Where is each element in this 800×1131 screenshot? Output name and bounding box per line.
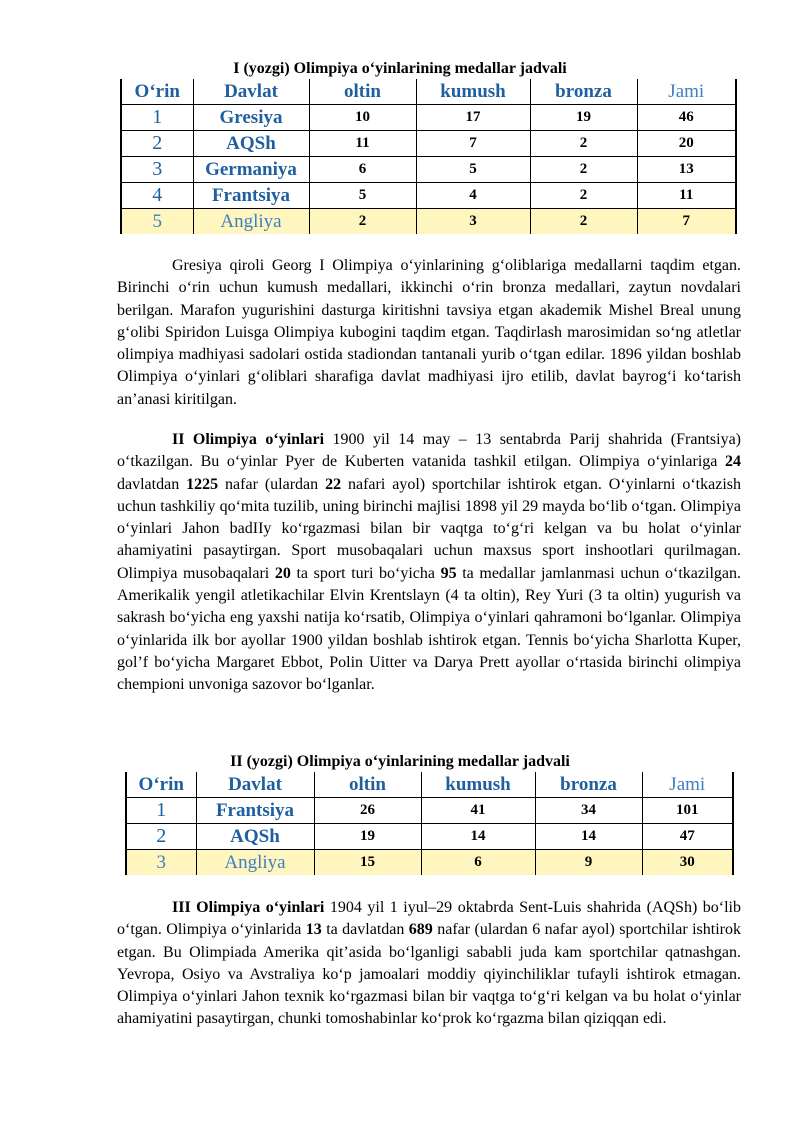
cell-silver: 7 xyxy=(416,131,530,157)
cell-gold: 10 xyxy=(309,105,416,131)
cell-bronze: 2 xyxy=(530,157,637,183)
cell-silver: 14 xyxy=(421,824,535,850)
cell-gold: 2 xyxy=(309,209,416,235)
cell-total: 7 xyxy=(637,209,736,235)
bold-text: 20 xyxy=(274,564,291,582)
paragraph-2 xyxy=(117,429,741,697)
bold-text: 95 xyxy=(440,564,457,582)
cell-total: 20 xyxy=(637,131,736,157)
cell-country: Frantsiya xyxy=(193,183,309,209)
cell-silver: 5 xyxy=(416,157,530,183)
text-run: 1904 yil 1 iyul–29 oktabrda Sent-Luis shahrida (AQSh) bo‘lib o‘tgan. Olimpiya o‘yinlarida xyxy=(117,899,742,939)
cell-gold: 26 xyxy=(314,798,421,824)
table-row xyxy=(121,183,736,209)
cell-total: 101 xyxy=(642,798,733,824)
cell-rank: 1 xyxy=(126,798,196,824)
cell-rank: 3 xyxy=(121,157,193,183)
cell-bronze: 34 xyxy=(535,798,642,824)
cell-bronze: 2 xyxy=(530,131,637,157)
table-row xyxy=(126,824,733,850)
table-header-row xyxy=(121,79,736,105)
cell-country: AQSh xyxy=(196,824,314,850)
cell-silver: 41 xyxy=(421,798,535,824)
cell-rank: 3 xyxy=(126,850,196,876)
cell-silver: 6 xyxy=(421,850,535,876)
cell-total: 11 xyxy=(637,183,736,209)
cell-gold: 5 xyxy=(309,183,416,209)
medal-table-1 xyxy=(120,79,737,234)
bold-text: III Olimpiya o‘yinlari xyxy=(172,899,325,916)
table-row xyxy=(121,209,736,235)
text-run: nafari ayol) sportchilar ishtirok etgan. O‘yinlarni o‘tkazish uchun tashkiliy qo‘mita tuzilib, uning birinchi majlisi 1898 yil 29 mayda bo‘lib o‘tgan. Olimpiya o‘yinlari Jahon badIIy ko‘rgazmasi bilan bir vaqtga to‘g‘ri kelgan va bu holat o‘yinlar ahamiyatini pasaytirgan. Sport musobaqalari uchun maxsus sport inshootlari qurilmagan. Olimpiya musobaqalari xyxy=(117,475,741,582)
header-total: Jami xyxy=(637,79,736,105)
text-run: nafar (ulardan xyxy=(218,475,326,493)
header-bronze: bronza xyxy=(535,772,642,798)
header-rank: O‘rin xyxy=(121,79,193,105)
bold-text: 689 xyxy=(408,921,433,939)
cell-gold: 6 xyxy=(309,157,416,183)
header-rank: O‘rin xyxy=(126,772,196,798)
cell-bronze: 14 xyxy=(535,824,642,850)
cell-country: Angliya xyxy=(193,209,309,235)
header-country: Davlat xyxy=(193,79,309,105)
cell-country: Angliya xyxy=(196,850,314,876)
bold-text: II Olimpiya o‘yinlari xyxy=(172,431,325,448)
table-row xyxy=(126,798,733,824)
cell-silver: 17 xyxy=(416,105,530,131)
cell-country: AQSh xyxy=(193,131,309,157)
medal-table-2 xyxy=(125,772,734,875)
cell-rank: 1 xyxy=(121,105,193,131)
cell-total: 46 xyxy=(637,105,736,131)
cell-gold: 11 xyxy=(309,131,416,157)
bold-text: 1225 xyxy=(186,475,219,493)
text-run: 1900 yil 14 may – 13 sentabrda Parij shahrida (Frantsiya) o‘tkazilgan. Bu o‘yinlar Pyer de Kuberten vatanida tashkil etilgan. Olimpiya o‘yinlariga xyxy=(117,431,741,471)
text-run: nafar (ulardan 6 nafar ayol) sportchilar ishtirok etgan. Bu Olimpiada Amerika qit’asida bo‘lganligi sababli juda kam sportchilar qatnashgan. Yevropa, Osiyo va Avstraliya ko‘p jamoalari moddiy qiyinchiliklar tufayli ishtirok etmagan. Olimpiya o‘yinlari Jahon texnik ko‘rgazmasi bilan bir vaqtga to‘g‘ri kelgan va bu holat o‘yinlar ahamiyatini pasaytirgan, chunki tomoshabinlar ko‘prok ko‘rgazma bilan qiziqqan edi. xyxy=(117,921,741,1028)
header-gold: oltin xyxy=(314,772,421,798)
cell-gold: 15 xyxy=(314,850,421,876)
cell-silver: 4 xyxy=(416,183,530,209)
header-total: Jami xyxy=(642,772,733,798)
text-run: ta medallar jamlanmasi uchun o‘tkazilgan. Amerikalik yengil atletikachilar Elvin Krentslayn (4 ta oltin), Rey Yuri (3 ta oltin) yugurish va sakrash bo‘yicha eng yaxshi natija ko‘rsatib, Olimpiya o‘yinlari qahramoni bo‘lganlar. Olimpiya o‘yinlarida ilk bor ayollar 1900 yildan boshlab ishtirok etgan. Tennis bo‘yicha Sharlotta Kuper, gol’f bo‘yicha Margaret Ebbot, Polin Uitter va Darya Prett ayollar o‘rtasida birinchi olimpiya chempioni unvoniga sazovor bo‘lganlar. xyxy=(117,564,741,694)
text-run: Gresiya qiroli Georg I Olimpiya o‘yinlarining g‘oliblariga medallarni taqdim etgan. Birinchi o‘rin uchun kumush medallari, ikkinchi o‘rin bronza medallari, zaytun novdalari berilgan. Marafon yugurishini dasturga kiritishni tavsiya etgan akademik Mishel Breal unung g‘olibi Spiridon Luisga Olimpiya kubogini taqdim etgan. Taqdirlash marosimidan so‘ng atletlar olimpiya madhiyasi sadolari ostida stadiondan tantanali yurib o‘tgan edilar. 1896 yildan boshlab Olimpiya o‘yinlari g‘oliblari sharafiga davlat madhiyasi ijro etilib, davlat bayrog‘i ko‘tarish an’anasi kiritilgan. xyxy=(117,257,741,408)
table-row xyxy=(121,131,736,157)
bold-text: 22 xyxy=(325,475,342,493)
table1-caption: I (yozgi) Olimpiya o‘yinlarining medallar jadvali xyxy=(233,60,567,77)
cell-bronze: 19 xyxy=(530,105,637,131)
cell-rank: 2 xyxy=(121,131,193,157)
cell-country: Gresiya xyxy=(193,105,309,131)
cell-total: 47 xyxy=(642,824,733,850)
table-row xyxy=(126,850,733,876)
cell-country: Frantsiya xyxy=(196,798,314,824)
cell-total: 30 xyxy=(642,850,733,876)
table-row xyxy=(121,157,736,183)
header-country: Davlat xyxy=(196,772,314,798)
text-run: ta davlatdan xyxy=(321,921,409,939)
cell-bronze: 2 xyxy=(530,209,637,235)
cell-rank: 2 xyxy=(126,824,196,850)
cell-gold: 19 xyxy=(314,824,421,850)
text-run: ta sport turi bo‘yicha xyxy=(290,564,441,582)
bold-text: 13 xyxy=(305,921,322,939)
paragraph-1 xyxy=(117,255,741,411)
header-gold: oltin xyxy=(309,79,416,105)
cell-rank: 5 xyxy=(121,209,193,235)
header-bronze: bronza xyxy=(530,79,637,105)
table-row xyxy=(121,105,736,131)
cell-rank: 4 xyxy=(121,183,193,209)
header-silver: kumush xyxy=(421,772,535,798)
paragraph-3 xyxy=(117,897,741,1031)
table-header-row xyxy=(126,772,733,798)
cell-bronze: 9 xyxy=(535,850,642,876)
cell-silver: 3 xyxy=(416,209,530,235)
text-run: davlatdan xyxy=(117,475,187,493)
cell-country: Germaniya xyxy=(193,157,309,183)
bold-text: 24 xyxy=(725,453,741,471)
header-silver: kumush xyxy=(416,79,530,105)
cell-total: 13 xyxy=(637,157,736,183)
table2-caption: II (yozgi) Olimpiya o‘yinlarining medallar jadvali xyxy=(230,753,570,770)
cell-bronze: 2 xyxy=(530,183,637,209)
